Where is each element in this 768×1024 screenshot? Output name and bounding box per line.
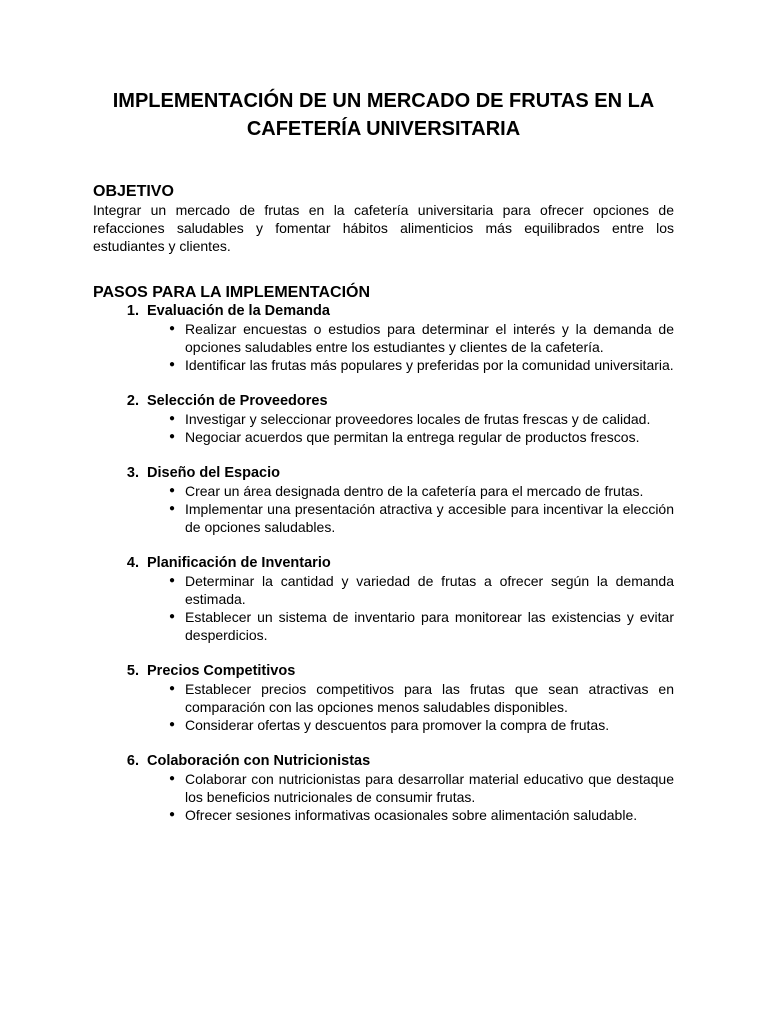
step-title: Diseño del Espacio [147, 465, 280, 481]
bullet-text: Implementar una presentación atractiva y accesible para incentivar la elección de opciones saludables. [185, 501, 674, 535]
bullet-dot-icon: ● [168, 485, 175, 496]
step-heading [93, 662, 674, 680]
step-bullet-list [93, 770, 674, 824]
bullet-text: Establecer precios competitivos para las frutas que sean atractivas en comparación con las opciones menos saludables disponibles. [185, 681, 674, 715]
bullet-text: Colaborar con nutricionistas para desarrollar material educativo que destaque los beneficios nutricionales de consumir frutas. [185, 771, 674, 805]
bullet-text: Investigar y seleccionar proveedores locales de frutas frescas y de calidad. [185, 411, 651, 427]
steps-heading: PASOS PARA LA IMPLEMENTACIÓN [93, 284, 371, 301]
step-heading [93, 392, 674, 410]
step-heading [93, 554, 674, 572]
bullet-text: Determinar la cantidad y variedad de frutas a ofrecer según la demanda estimada. [185, 573, 674, 607]
bullet-text: Ofrecer sesiones informativas ocasionales sobre alimentación saludable. [185, 807, 638, 823]
bullet-dot-icon: ● [168, 809, 175, 820]
bullet-item [93, 356, 674, 374]
bullet-dot-icon: ● [168, 719, 175, 730]
step-item [93, 392, 674, 446]
bullet-dot-icon: ● [168, 323, 175, 334]
bullet-dot-icon: ● [168, 773, 175, 784]
step-item [93, 464, 674, 536]
document-title-line-2: CAFETERÍA UNIVERSITARIA [246, 118, 521, 140]
bullet-item [93, 500, 674, 536]
step-item [93, 554, 674, 644]
bullet-dot-icon: ● [168, 359, 175, 370]
bullet-text: Crear un área designada dentro de la cafetería para el mercado de frutas. [185, 483, 644, 499]
step-number: 1. [126, 303, 139, 319]
step-item [93, 302, 674, 374]
step-title: Evaluación de la Demanda [147, 303, 330, 319]
step-item [93, 662, 674, 734]
bullet-text: Negociar acuerdos que permitan la entrega regular de productos frescos. [185, 429, 640, 445]
bullet-dot-icon: ● [168, 431, 175, 442]
bullet-text: Identificar las frutas más populares y preferidas por la comunidad universitaria. [185, 357, 674, 373]
step-bullet-list [93, 482, 674, 536]
bullet-dot-icon: ● [168, 503, 175, 514]
step-title: Precios Competitivos [147, 663, 296, 679]
document-title [93, 87, 674, 143]
bullet-item [93, 482, 674, 500]
step-bullet-list [93, 320, 674, 374]
bullet-item [93, 716, 674, 734]
bullet-item [93, 608, 674, 644]
step-number: 4. [126, 555, 139, 571]
step-title: Planificación de Inventario [147, 555, 331, 571]
bullet-item [93, 770, 674, 806]
step-heading [93, 302, 674, 320]
step-title: Colaboración con Nutricionistas [147, 753, 371, 769]
step-number: 3. [126, 465, 139, 481]
bullet-text: Establecer un sistema de inventario para monitorear las existencias y evitar desperdicios. [185, 609, 674, 643]
document-title-line-1: IMPLEMENTACIÓN DE UN MERCADO DE FRUTAS EN LA [112, 90, 655, 112]
bullet-item [93, 680, 674, 716]
step-bullet-list [93, 572, 674, 644]
step-heading [93, 752, 674, 770]
bullet-item [93, 572, 674, 608]
step-title: Selección de Proveedores [147, 393, 328, 409]
bullet-item [93, 428, 674, 446]
bullet-item [93, 410, 674, 428]
bullet-dot-icon: ● [168, 611, 175, 622]
bullet-item [93, 320, 674, 356]
step-bullet-list [93, 410, 674, 446]
bullet-dot-icon: ● [168, 413, 175, 424]
step-number: 2. [126, 393, 139, 409]
step-bullet-list [93, 680, 674, 734]
step-item [93, 752, 674, 824]
objective-heading: OBJETIVO [93, 183, 174, 200]
bullet-text: Considerar ofertas y descuentos para promover la compra de frutas. [185, 717, 610, 733]
bullet-text: Realizar encuestas o estudios para determinar el interés y la demanda de opciones saludables entre los estudiantes y clientes de la cafetería. [185, 321, 674, 355]
bullet-dot-icon: ● [168, 575, 175, 586]
step-number: 5. [126, 663, 139, 679]
bullet-item [93, 806, 674, 824]
document-page [93, 87, 674, 842]
step-heading [93, 464, 674, 482]
objective-text: Integrar un mercado de frutas en la cafetería universitaria para ofrecer opciones de refacciones saludables y fomentar hábitos alimenticios más equilibrados entre los estudiantes y clientes. [93, 202, 674, 254]
step-number: 6. [126, 753, 139, 769]
bullet-dot-icon: ● [168, 683, 175, 694]
steps-list [93, 302, 674, 824]
